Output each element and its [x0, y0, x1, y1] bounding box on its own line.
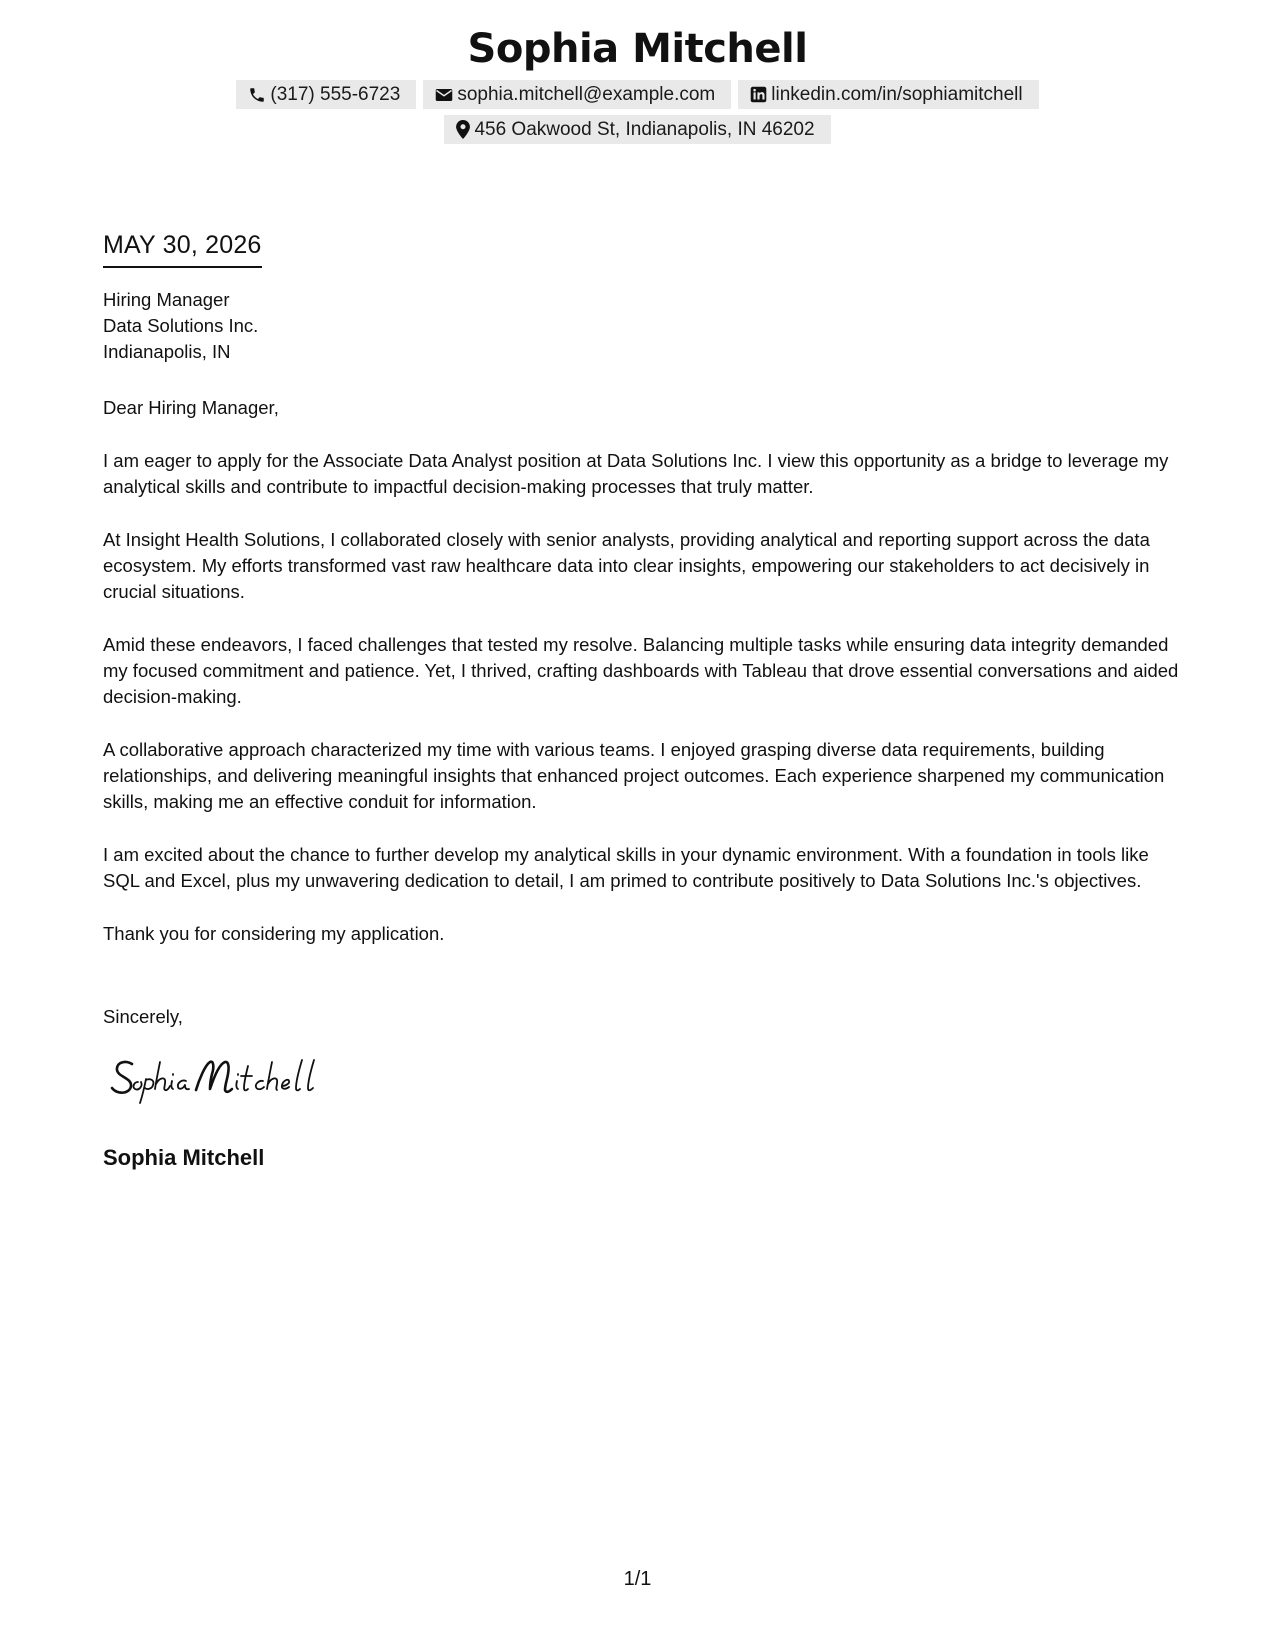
- body-paragraph: I am eager to apply for the Associate Data Analyst position at Data Solutions Inc. I view this opportunity as a bridge to leverage my analytical skills and contribute to impactful decision-making processes that truly matter.: [103, 450, 1169, 497]
- recipient-location: Indianapolis, IN: [103, 341, 231, 362]
- address-text: 456 Oakwood St, Indianapolis, IN 46202: [474, 119, 815, 140]
- page-number: 1/1: [623, 1568, 652, 1590]
- linkedin-icon: [750, 86, 767, 103]
- contact-row-secondary: [0, 115, 1275, 144]
- signer-name: Sophia Mitchell: [103, 1145, 265, 1170]
- body-paragraph: At Insight Health Solutions, I collaborated closely with senior analysts, providing analytical and reporting support across the data ecosystem. My efforts transformed vast raw healthcare data into clear insights, empowering our stakeholders to act decisively in crucial situations.: [103, 529, 1150, 602]
- email-chip: [423, 80, 731, 109]
- body-paragraph: Amid these endeavors, I faced challenges that tested my resolve. Balancing multiple tasks while ensuring data integrity demanded my focused commitment and patience. Yet, I thrived, crafting dashboards with Tableau that drove essential conversations and aided decision-making.: [103, 634, 1179, 707]
- contact-row-primary: [0, 80, 1275, 109]
- letter-body: [103, 448, 1183, 974]
- letter-date: MAY 30, 2026: [103, 229, 262, 268]
- phone-chip: [236, 80, 416, 109]
- phone-icon: [248, 86, 266, 104]
- recipient-block: [103, 287, 1183, 365]
- email-text: sophia.mitchell@example.com: [457, 84, 716, 105]
- phone-text: (317) 555-6723: [270, 84, 401, 105]
- linkedin-text: linkedin.com/in/sophiamitchell: [771, 84, 1023, 105]
- closing-phrase: Sincerely,: [103, 1006, 183, 1027]
- recipient-company: Data Solutions Inc.: [103, 315, 259, 336]
- body-paragraph: A collaborative approach characterized my time with various teams. I enjoyed grasping diverse data requirements, building relationships, and delivering meaningful insights that enhanced project outcomes. Each experience sharpened my communication skills, making me an effective conduit for information.: [103, 739, 1165, 812]
- recipient-title: Hiring Manager: [103, 289, 230, 310]
- map-pin-icon: [456, 120, 470, 139]
- address-chip: [444, 115, 830, 144]
- applicant-name: Sophia Mitchell: [467, 26, 808, 72]
- salutation: Dear Hiring Manager,: [103, 397, 279, 418]
- linkedin-chip: [738, 80, 1038, 109]
- handwritten-signature: [110, 1052, 360, 1113]
- envelope-icon: [435, 87, 453, 103]
- body-paragraph: Thank you for considering my application.: [103, 923, 445, 944]
- body-paragraph: I am excited about the chance to further develop my analytical skills in your dynamic environment. With a foundation in tools like SQL and Excel, plus my unwavering dedication to detail, I am primed to contribute positively to Data Solutions Inc.'s objectives.: [103, 844, 1149, 891]
